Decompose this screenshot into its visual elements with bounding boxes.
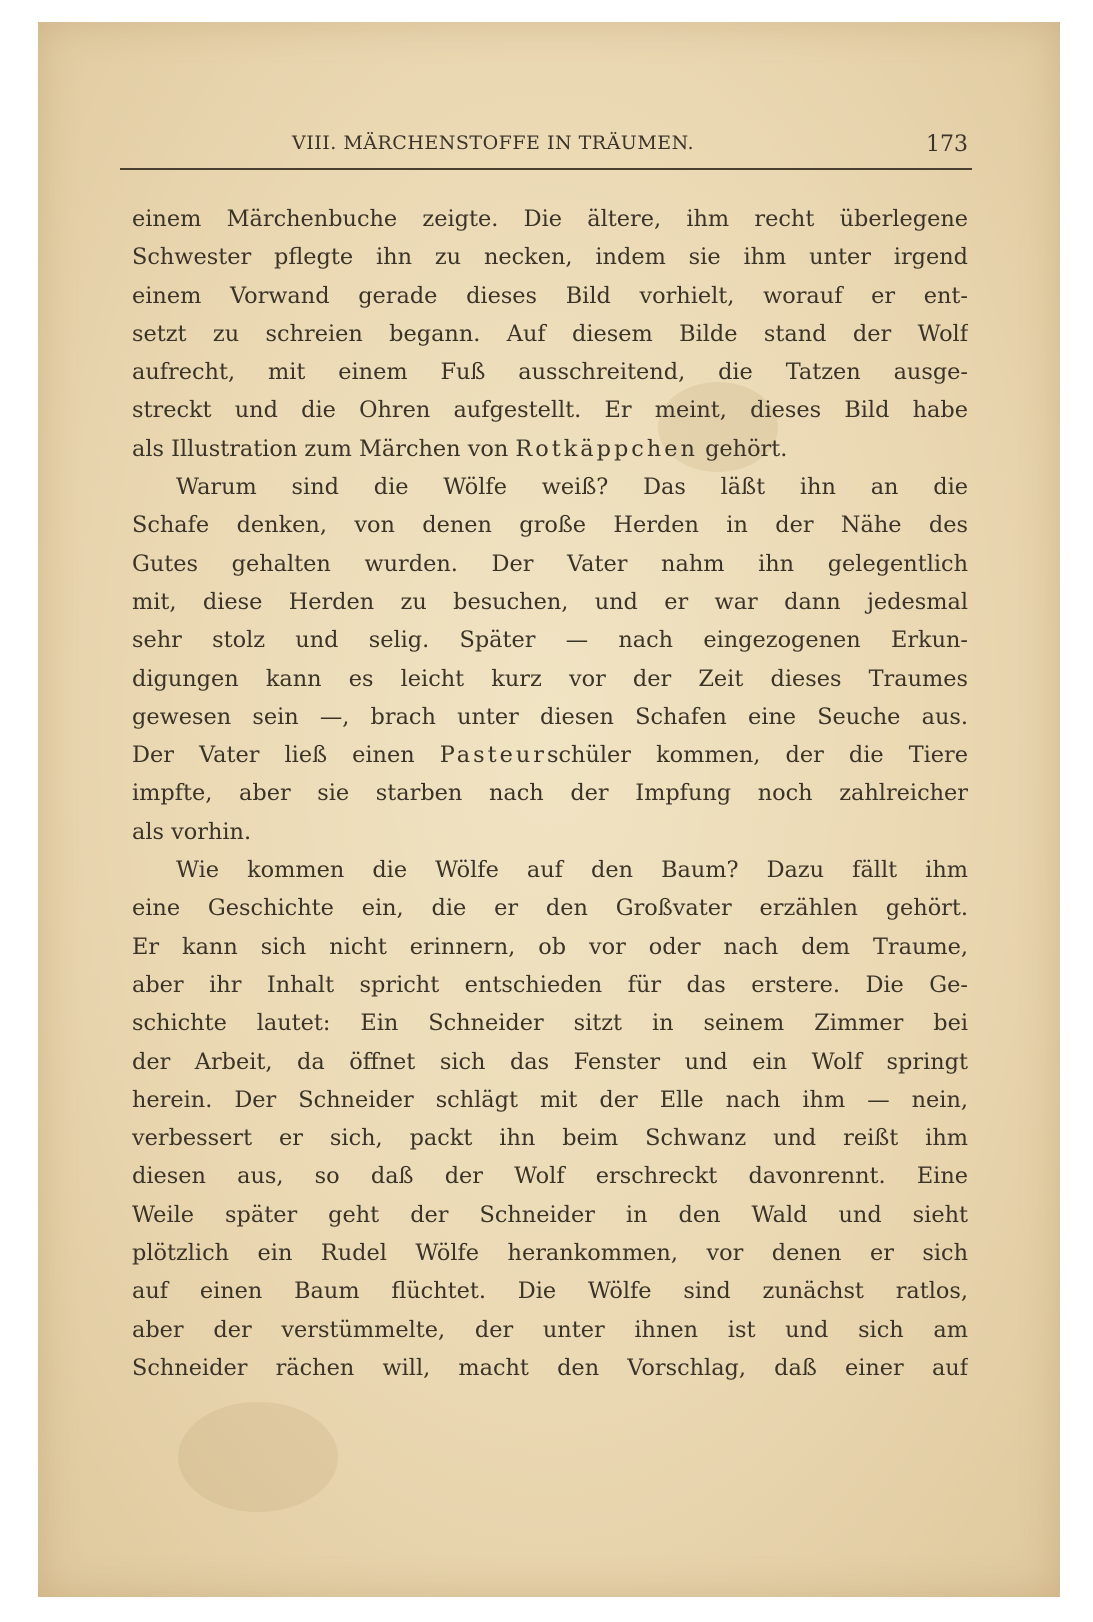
text-line: herein. Der Schneider schlägt mit der Elle nach ihm — nein,	[132, 1086, 968, 1113]
text-line: der Arbeit, da öffnet sich das Fenster und ein Wolf springt	[132, 1048, 968, 1075]
text-line: Er kann sich nicht erinnern, ob vor oder nach dem Traume,	[132, 933, 968, 960]
text-line: Gutes gehalten wurden. Der Vater nahm ihn gelegentlich	[132, 550, 968, 577]
text-run: Der Vater ließ einen	[132, 742, 440, 769]
text-line: einem Vorwand gerade dieses Bild vorhielt, worauf er ent-	[132, 282, 968, 309]
text-line: aber ihr Inhalt spricht entschieden für das erstere. Die Ge-	[132, 971, 968, 998]
text-run: gehört.	[697, 435, 788, 462]
text-line	[132, 430, 968, 468]
text-line: Wie kommen die Wölfe auf den Baum? Dazu fällt ihm	[176, 857, 968, 884]
text-line: schichte lautet: Ein Schneider sitzt in seinem Zimmer bei	[132, 1010, 968, 1037]
text-line: auf einen Baum flüchtet. Die Wölfe sind zunächst ratlos,	[132, 1278, 968, 1305]
text-line: plötzlich ein Rudel Wölfe herankommen, vor denen er sich	[132, 1240, 968, 1267]
text-line: Schafe denken, von denen große Herden in der Nähe des	[132, 512, 968, 539]
text-line: mit, diese Herden zu besuchen, und er war dann jedesmal	[132, 588, 968, 615]
header-rule	[120, 168, 972, 170]
text-line	[132, 736, 968, 774]
page-number: 173	[926, 132, 968, 157]
text-line: digungen kann es leicht kurz vor der Zeit dieses Traumes	[132, 665, 968, 692]
text-line: setzt zu schreien begann. Auf diesem Bilde stand der Wolf	[132, 320, 968, 347]
text-line: aber der verstümmelte, der unter ihnen ist und sich am	[132, 1316, 968, 1343]
text-run: schüler kommen, der die Tiere	[547, 742, 968, 769]
text-line: streckt und die Ohren aufgestellt. Er meint, dieses Bild habe	[132, 397, 968, 424]
text-line: Schwester pflegte ihn zu necken, indem sie ihm unter irgend	[132, 244, 968, 271]
text-line: verbessert er sich, packt ihn beim Schwanz und reißt ihm	[132, 1125, 968, 1152]
text-line: aufrecht, mit einem Fuß ausschreitend, die Tatzen ausge-	[132, 359, 968, 386]
text-line: Weile später geht der Schneider in den Wald und sieht	[132, 1201, 968, 1228]
body-text	[132, 200, 968, 1387]
running-header	[120, 132, 972, 172]
text-line: impfte, aber sie starben nach der Impfung noch zahlreicher	[132, 780, 968, 807]
text-line: sehr stolz und selig. Später — nach eingezogenen Erkun-	[132, 627, 968, 654]
text-line: als vorhin.	[132, 818, 252, 845]
text-line: Warum sind die Wölfe weiß? Das läßt ihn an die	[176, 474, 968, 501]
chapter-title: VIII. MÄRCHENSTOFFE IN TRÄUMEN.	[292, 132, 695, 154]
text-line: diesen aus, so daß der Wolf erschreckt davonrennt. Eine	[132, 1163, 968, 1190]
text-line: eine Geschichte ein, die er den Großvater erzählen gehört.	[132, 895, 968, 922]
book-page	[38, 22, 1060, 1597]
text-line: gewesen sein —, brach unter diesen Schafen eine Seuche aus.	[132, 703, 968, 730]
text-line: Schneider rächen will, macht den Vorschlag, daß einer auf	[132, 1354, 968, 1381]
spaced-emphasis: Pasteur	[439, 742, 548, 769]
text-run: als Illustration zum Märchen von	[132, 435, 516, 462]
text-line: einem Märchenbuche zeigte. Die ältere, ihm recht überlegene	[132, 206, 968, 232]
spaced-emphasis: Rotkäppchen	[515, 435, 698, 462]
paper-stain	[178, 1402, 338, 1512]
